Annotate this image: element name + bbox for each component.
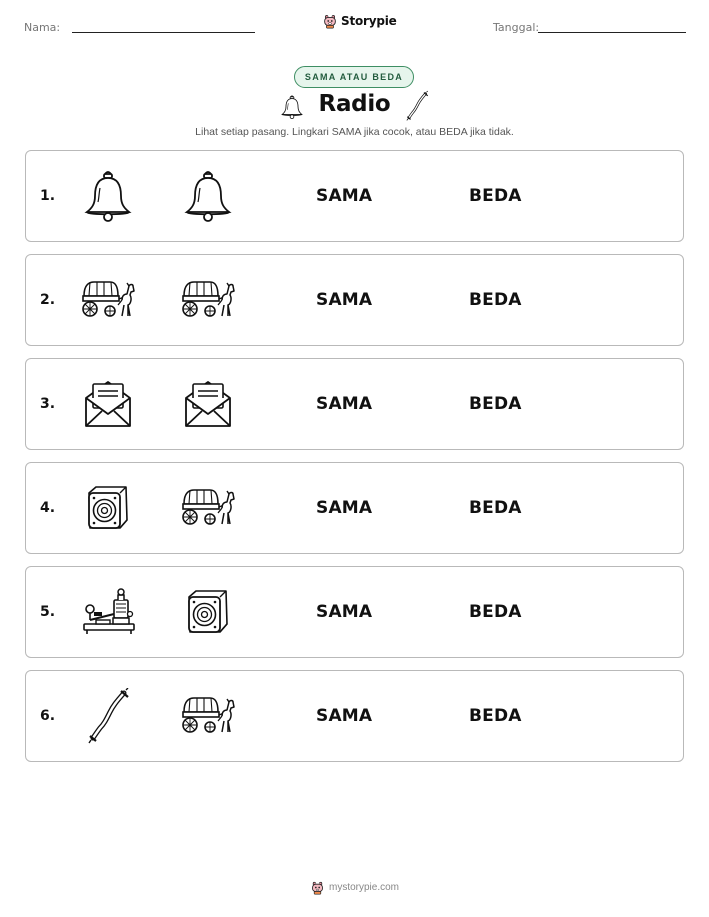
date-label: Tanggal: [493, 21, 540, 34]
bell-icon [80, 168, 136, 224]
same-choice[interactable]: SAMA [316, 394, 373, 414]
different-choice[interactable]: BEDA [469, 706, 522, 726]
different-choice[interactable]: BEDA [469, 498, 522, 518]
title-row [0, 90, 709, 124]
speaker-cube-icon [180, 584, 236, 640]
question-row-3 [25, 358, 684, 450]
storypie-mascot-icon [322, 13, 338, 29]
question-row-4 [25, 462, 684, 554]
question-row-6 [25, 670, 684, 762]
activity-badge: SAMA ATAU BEDA [294, 66, 414, 88]
horse-wagon-icon [180, 688, 236, 744]
same-choice[interactable]: SAMA [316, 186, 373, 206]
question-number: 1. [40, 188, 56, 204]
same-choice[interactable]: SAMA [316, 602, 373, 622]
different-choice[interactable]: BEDA [469, 394, 522, 414]
question-row-2 [25, 254, 684, 346]
question-row-5 [25, 566, 684, 658]
antenna-wire-icon [402, 90, 432, 122]
worksheet-header [0, 0, 709, 50]
same-choice[interactable]: SAMA [316, 706, 373, 726]
different-choice[interactable]: BEDA [469, 290, 522, 310]
same-choice[interactable]: SAMA [316, 498, 373, 518]
instructions: Lihat setiap pasang. Lingkari SAMA jika cocok, atau BEDA jika tidak. [195, 126, 514, 138]
horse-wagon-icon [180, 272, 236, 328]
name-label: Nama: [24, 21, 61, 34]
same-choice[interactable]: SAMA [316, 290, 373, 310]
different-choice[interactable]: BEDA [469, 602, 522, 622]
date-line [538, 32, 686, 33]
name-line [72, 32, 255, 33]
question-number: 6. [40, 708, 56, 724]
page-title: Radio [318, 91, 391, 117]
bell-icon [180, 168, 236, 224]
speaker-cube-icon [80, 480, 136, 536]
storypie-mascot-icon [310, 880, 325, 895]
envelope-letter-icon [180, 376, 236, 432]
footer-url[interactable]: mystorypie.com [328, 882, 399, 893]
horse-wagon-icon [180, 480, 236, 536]
footer [0, 880, 709, 895]
brand-logo [322, 13, 397, 29]
question-number: 5. [40, 604, 56, 620]
different-choice[interactable]: BEDA [469, 186, 522, 206]
question-number: 3. [40, 396, 56, 412]
envelope-letter-icon [80, 376, 136, 432]
question-number: 2. [40, 292, 56, 308]
brand-name: Storypie [341, 14, 397, 28]
horse-wagon-icon [80, 272, 136, 328]
antenna-wire-icon [80, 688, 136, 744]
question-number: 4. [40, 500, 56, 516]
telegraph-key-icon [80, 584, 136, 640]
question-row-1 [25, 150, 684, 242]
